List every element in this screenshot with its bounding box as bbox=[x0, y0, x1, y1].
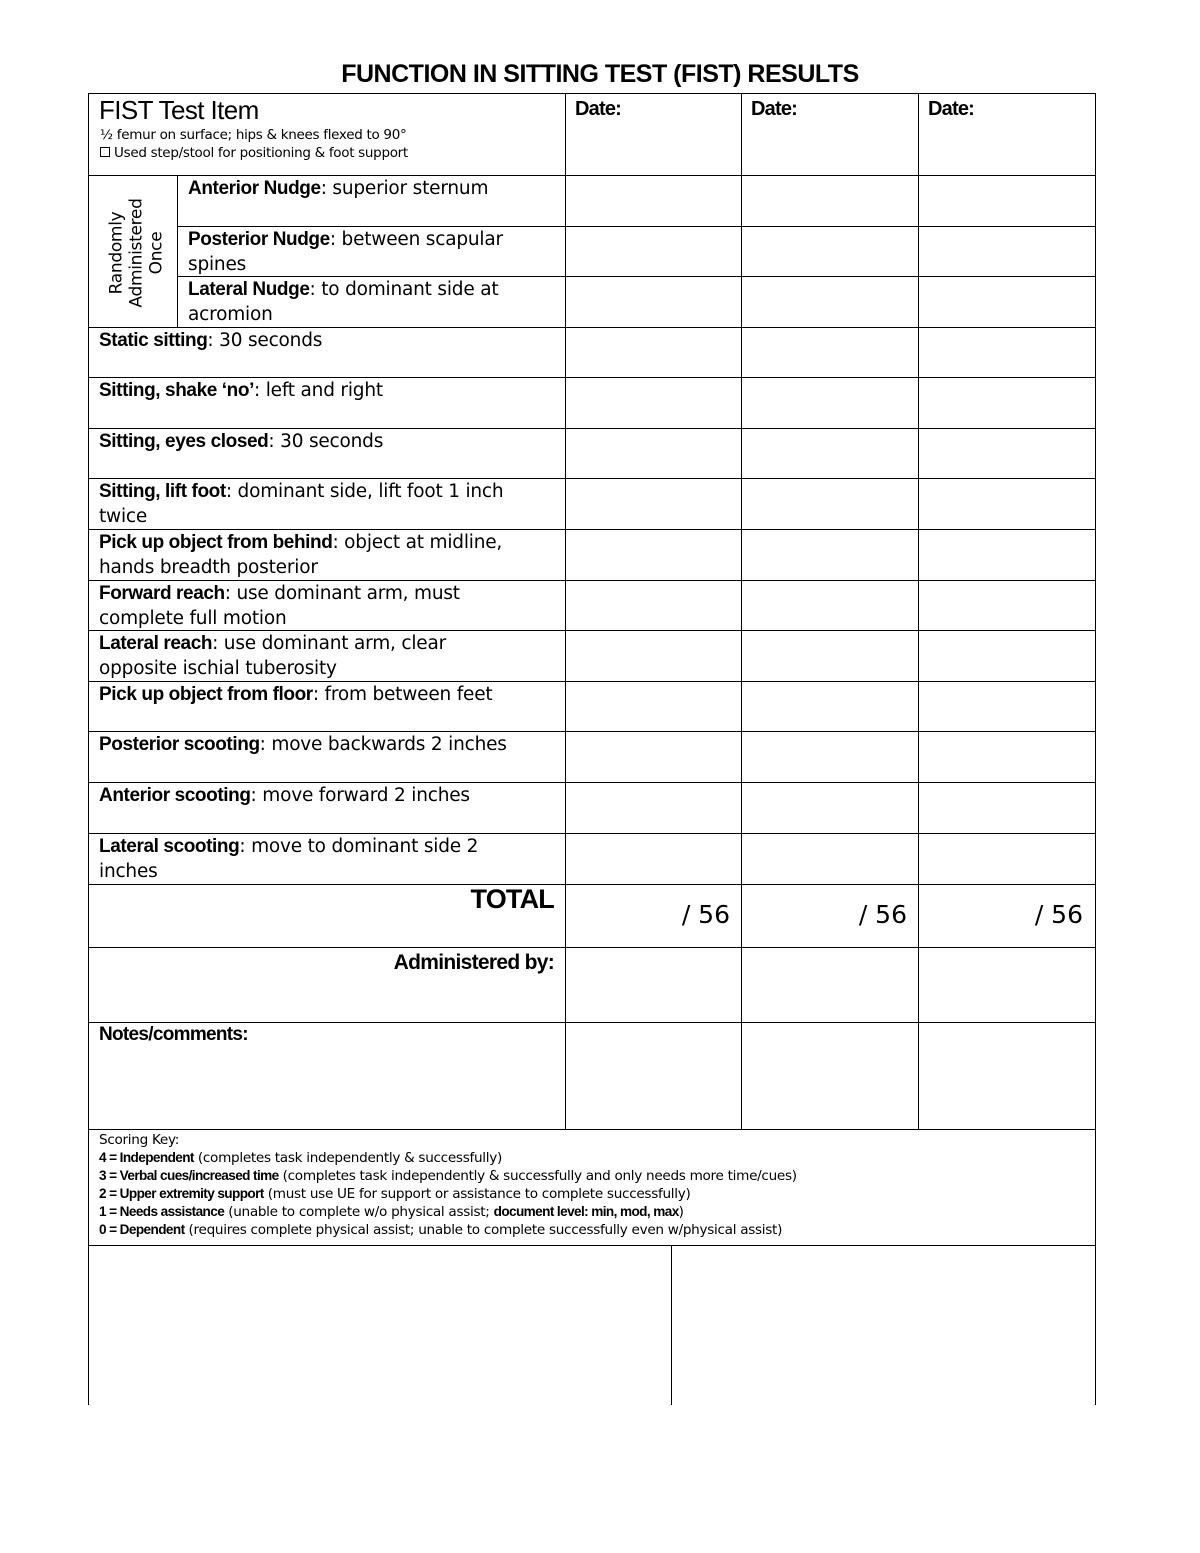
step-stool-note bbox=[100, 145, 408, 161]
date-column-divider bbox=[918, 93, 919, 1129]
group-column-divider bbox=[177, 175, 178, 327]
test-item-description: : move forward 2 inches bbox=[250, 785, 470, 806]
test-item-row-5 bbox=[99, 581, 559, 631]
scoring-key-line: 3 = Verbal cues/increased time (completes task independently & successfully and only needs more time/cues) bbox=[99, 1168, 797, 1185]
test-item-nudge-2 bbox=[188, 277, 558, 327]
row-divider bbox=[88, 947, 1096, 948]
date-label-2: Date: bbox=[751, 98, 798, 120]
administered-by-label: Administered by: bbox=[393, 951, 554, 974]
row-divider bbox=[88, 884, 1096, 885]
test-item-name: Posterior scooting bbox=[99, 734, 260, 755]
fist-test-item-heading: FIST Test Item bbox=[99, 95, 259, 125]
test-item-row-0 bbox=[99, 328, 559, 353]
date-label-3: Date: bbox=[928, 98, 975, 120]
bottom-box-divider bbox=[671, 1245, 672, 1405]
scoring-key-line: 1 = Needs assistance (unable to complete w/o physical assist; document level: min, mod, max) bbox=[99, 1204, 684, 1221]
test-item-row-1 bbox=[99, 378, 559, 403]
test-item-description: : from between feet bbox=[312, 684, 493, 705]
test-item-description: spines bbox=[188, 254, 247, 275]
row-divider bbox=[88, 1245, 1096, 1246]
test-item-description: complete full motion bbox=[99, 608, 287, 629]
test-item-description: : move to dominant side 2 bbox=[239, 836, 479, 857]
test-item-name: Pick up object from behind bbox=[99, 532, 333, 553]
group-label-line: Administered bbox=[127, 198, 147, 308]
scoring-key-line: 0 = Dependent (requires complete physical assist; unable to complete successfully even w/physical assist) bbox=[99, 1222, 783, 1239]
page-title: FUNCTION IN SITTING TEST (FIST) RESULTS bbox=[341, 60, 859, 88]
group-label-line: Randomly bbox=[107, 211, 127, 295]
test-item-description: : use dominant arm, clear bbox=[212, 633, 447, 654]
test-item-row-9 bbox=[99, 783, 559, 808]
test-item-name: Static sitting bbox=[99, 330, 208, 351]
test-item-row-4 bbox=[99, 530, 559, 580]
row-divider bbox=[88, 93, 1096, 94]
group-label-line: Once bbox=[147, 231, 167, 275]
test-item-row-2 bbox=[99, 429, 559, 454]
randomly-administered-label bbox=[97, 178, 177, 328]
total-score-1: / 56 bbox=[681, 900, 730, 929]
scoring-key-heading: Scoring Key: bbox=[99, 1132, 179, 1148]
test-item-name: Lateral scooting bbox=[99, 836, 240, 857]
scoring-key-line: 2 = Upper extremity support (must use UE for support or assistance to complete successfully) bbox=[99, 1186, 691, 1203]
positioning-note: ½ femur on surface; hips & knees flexed to 90° bbox=[100, 127, 407, 143]
test-item-name: Pick up object from floor bbox=[99, 684, 313, 705]
step-stool-checkbox[interactable] bbox=[100, 147, 110, 157]
test-item-description: twice bbox=[99, 506, 148, 527]
test-item-name: Sitting, shake ‘no’ bbox=[99, 380, 254, 401]
notes-comments-label: Notes/comments: bbox=[99, 1024, 248, 1045]
total-score-2: / 56 bbox=[858, 900, 907, 929]
test-item-description: hands breadth posterior bbox=[99, 557, 318, 578]
test-item-row-3 bbox=[99, 479, 559, 529]
test-item-description: : use dominant arm, must bbox=[224, 583, 460, 604]
scoring-key bbox=[99, 1131, 797, 1240]
test-item-name: Lateral reach bbox=[99, 633, 213, 654]
date-column-divider bbox=[565, 93, 566, 1129]
test-item-row-6 bbox=[99, 631, 559, 681]
table-right-border bbox=[1095, 93, 1096, 1405]
test-item-description: : superior sternum bbox=[320, 178, 489, 199]
step-stool-note-text: Used step/stool for positioning & foot support bbox=[114, 145, 408, 161]
test-item-description: : 30 seconds bbox=[207, 330, 323, 351]
test-item-description: : 30 seconds bbox=[268, 431, 384, 452]
total-label: TOTAL bbox=[470, 884, 554, 914]
test-item-nudge-0 bbox=[188, 176, 558, 201]
test-item-nudge-1 bbox=[188, 227, 558, 277]
test-item-name: Forward reach bbox=[99, 583, 225, 604]
test-item-row-10 bbox=[99, 834, 559, 884]
test-item-description: opposite ischial tuberosity bbox=[99, 658, 337, 679]
test-item-description: : to dominant side at bbox=[309, 279, 499, 300]
row-divider bbox=[88, 1129, 1096, 1130]
test-item-name: Sitting, lift foot bbox=[99, 481, 226, 502]
date-label-1: Date: bbox=[575, 98, 622, 120]
test-item-description: inches bbox=[99, 861, 158, 882]
test-item-row-7 bbox=[99, 682, 559, 707]
total-score-3: / 56 bbox=[1034, 900, 1083, 929]
test-item-name: Sitting, eyes closed bbox=[99, 431, 269, 452]
table-left-border bbox=[88, 93, 89, 1405]
test-item-description: : dominant side, lift foot 1 inch bbox=[225, 481, 504, 502]
date-column-divider bbox=[741, 93, 742, 1129]
test-item-name: Posterior Nudge bbox=[188, 229, 330, 250]
test-item-name: Anterior scooting bbox=[99, 785, 251, 806]
scoring-key-line: 4 = Independent (completes task independently & successfully) bbox=[99, 1150, 502, 1167]
test-item-description: : left and right bbox=[253, 380, 383, 401]
test-item-name: Anterior Nudge bbox=[188, 178, 321, 199]
test-item-row-8 bbox=[99, 732, 559, 757]
row-divider bbox=[88, 1022, 1096, 1023]
test-item-description: acromion bbox=[188, 304, 273, 325]
test-item-description: : move backwards 2 inches bbox=[259, 734, 507, 755]
test-item-description: : object at midline, bbox=[332, 532, 503, 553]
test-item-description: : between scapular bbox=[329, 229, 503, 250]
test-item-name: Lateral Nudge bbox=[188, 279, 310, 300]
